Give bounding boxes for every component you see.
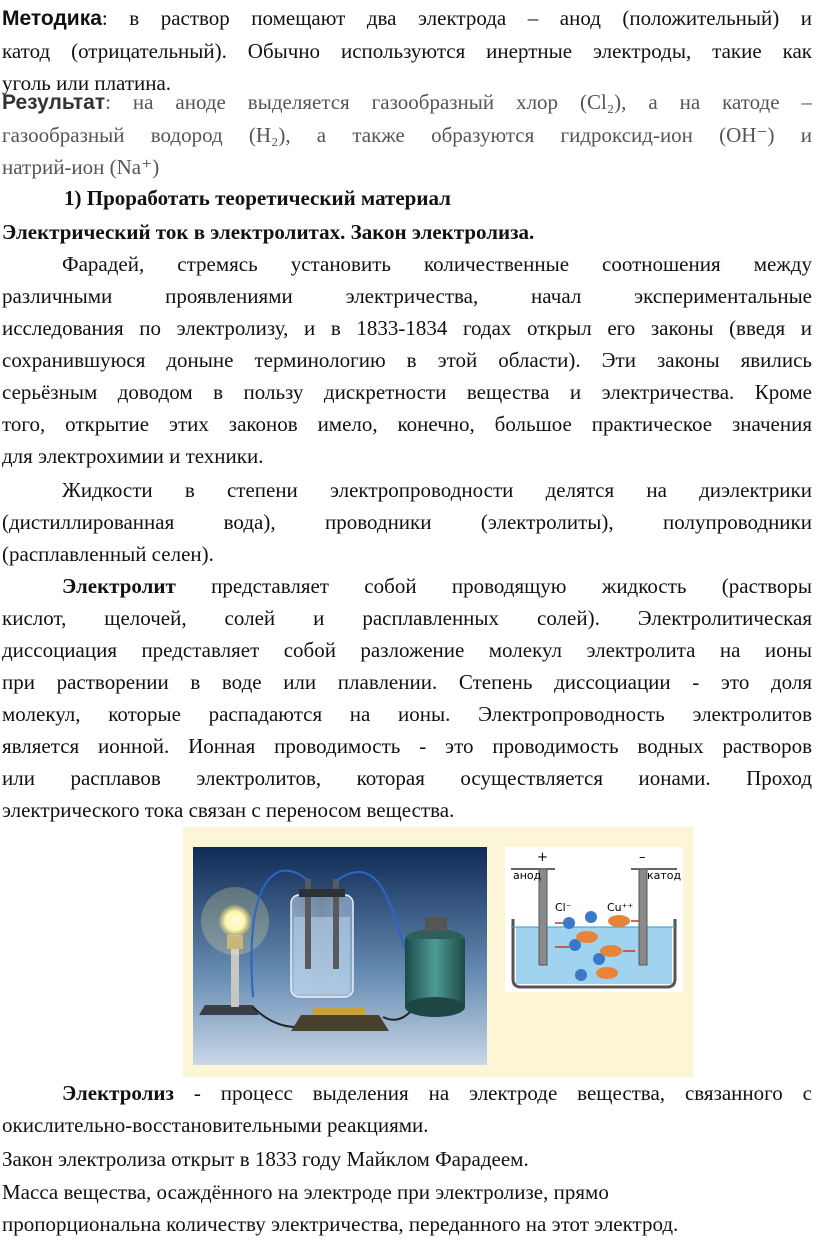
method-line-1: : в раствор помещают два электрода – анод (положительный) и	[101, 6, 812, 30]
p1-line: различными проявлениями электричества, начал экспериментальные	[2, 284, 812, 308]
cathode-label: катод	[647, 869, 682, 882]
p2-line: (расплавленный селен).	[2, 542, 214, 566]
result-line-2: газообразный водород (H₂), а также образуются гидроксид-ион (OH⁻) и	[2, 123, 812, 147]
method-line-3: уголь или платина.	[2, 71, 172, 95]
p1-line: для электрохимии и техники.	[2, 444, 264, 468]
anode-label: анод	[513, 869, 542, 882]
method-paragraph	[2, 2, 812, 99]
electrolysis-illustration	[183, 827, 693, 1077]
section-title: Электрический ток в электролитах. Закон электролиза.	[2, 220, 535, 244]
p3-line: является ионной. Ионная проводимость - это проводимость водных растворов	[2, 734, 812, 758]
p1-line: Фарадей, стремясь установить количественные соотношения между	[62, 252, 812, 276]
paragraph-liquids	[2, 474, 812, 570]
p3-line: молекул, которые распадаются на ионы. Электропроводность электролитов	[2, 702, 812, 726]
p4-first-line: - процесс выделения на электроде вещества, связанного с	[173, 1081, 812, 1105]
electrolysis-diagram	[505, 847, 683, 992]
method-label: Методика	[2, 7, 102, 30]
power-source-icon	[405, 917, 465, 1017]
paragraph-faraday	[2, 248, 812, 472]
result-label: Результат	[2, 91, 106, 114]
result-line-1: : на аноде выделяется газообразный хлор (Cl₂), а на катоде –	[105, 90, 812, 114]
p3-line: или расплавов электролитов, которая осуществляется ионами. Проход	[2, 766, 812, 790]
cation-label: Cu⁺⁺	[607, 901, 634, 914]
p3-line: электрического тока связан с переносом вещества.	[2, 798, 455, 822]
p3-line: кислот, щелочей, солей и расплавленных солей). Электролитическая	[2, 606, 812, 630]
cathode-sign: –	[639, 850, 646, 865]
method-line-2: катод (отрицательный). Обычно используются инертные электроды, такие как	[2, 39, 812, 63]
paragraph-law-discovery: Закон электролиза открыт в 1833 году Майклом Фарадеем.	[2, 1147, 529, 1171]
electrolyte-term: Электролит	[62, 574, 176, 598]
task-heading: 1) Проработать теоретический материал	[64, 186, 451, 210]
p1-line: исследования по электролизу, и в 1833-1834 годах открыл его законы (введя и	[2, 316, 812, 340]
paragraph-electrolysis	[2, 1077, 812, 1141]
p4-second-line: окислительно-восстановительными реакциями.	[2, 1113, 429, 1137]
electrolysis-term: Электролиз	[62, 1081, 174, 1105]
p1-line: серьёзным доводом в пользу дискретности вещества и электричества. Кроме	[2, 380, 812, 404]
p6-line: пропорциональна количеству электричества, переданного на этот электрод.	[2, 1212, 679, 1236]
p3-first-line: представляет собой проводящую жидкость (растворы	[175, 574, 812, 598]
result-paragraph	[2, 86, 812, 183]
p3-line: диссоциация представляет собой разложение молекул электролита на ионы	[2, 638, 812, 662]
p2-line: (дистиллированная вода), проводники (электролиты), полупроводники	[2, 510, 812, 534]
p6-line: Масса вещества, осаждённого на электроде при электролизе, прямо	[2, 1180, 609, 1204]
paragraph-law-statement	[2, 1176, 812, 1240]
result-line-3: натрий-ион (Na⁺)	[2, 155, 160, 179]
p3-line: при растворении в воде или плавлении. Степень диссоциации - это доля	[2, 670, 812, 694]
anion-label: Cl⁻	[555, 901, 572, 914]
electrolysis-cell-icon	[291, 879, 353, 997]
anode-sign: +	[537, 850, 548, 865]
p2-line: Жидкости в степени электропроводности делятся на диэлектрики	[62, 478, 812, 502]
p1-line: того, открытие этих законов имело, конечно, большое практическое значения	[2, 412, 812, 436]
p1-line: сохранившуюся доныне терминологию в этой области). Эти законы явились	[2, 348, 812, 372]
paragraph-electrolyte	[2, 570, 812, 826]
electrolysis-figure	[183, 827, 693, 1077]
